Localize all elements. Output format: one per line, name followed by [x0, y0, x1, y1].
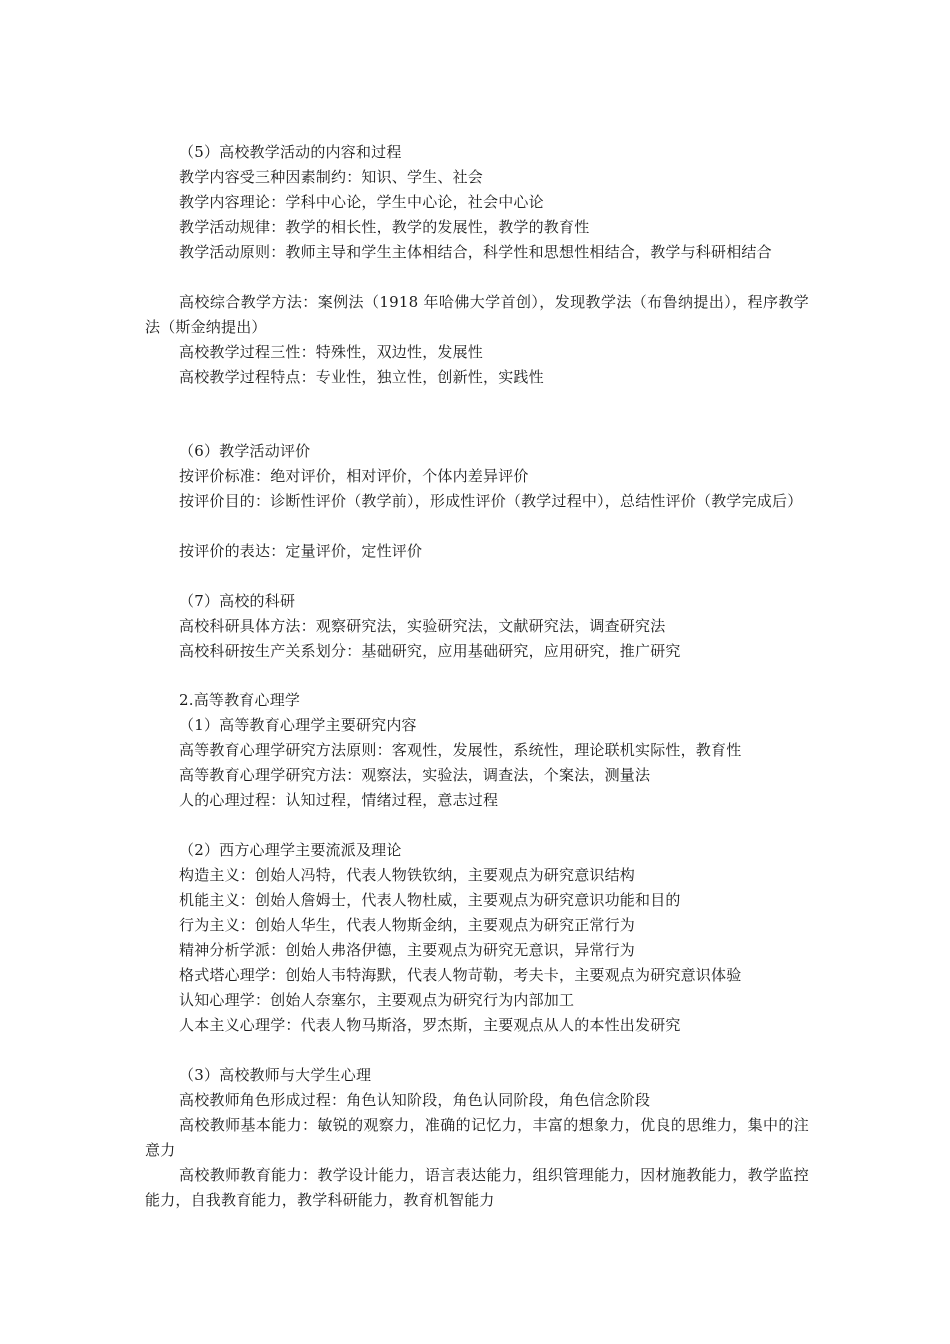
section-heading: （1）高等教育心理学主要研究内容 [179, 716, 417, 734]
paragraph: 人本主义心理学：代表人物马斯洛，罗杰斯，主要观点从人的本性出发研究 [179, 1016, 681, 1034]
paragraph: 认知心理学：创始人奈塞尔，主要观点为研究行为内部加工 [179, 991, 575, 1009]
paragraph: 高校教师基本能力：敏锐的观察力，准确的记忆力，丰富的想象力，优良的思维力，集中的注意力 [145, 1116, 809, 1159]
paragraph: 高校综合教学方法：案例法（1918 年哈佛大学首创），发现教学法（布鲁纳提出），程序教学法（斯金纳提出） [145, 293, 809, 336]
paragraph: 教学活动原则：教师主导和学生主体相结合，科学性和思想性相结合，教学与科研相结合 [179, 243, 772, 261]
section-heading: （2）西方心理学主要流派及理论 [179, 841, 402, 859]
paragraph: 格式塔心理学：创始人韦特海默，代表人物苛勒，考夫卡，主要观点为研究意识体验 [179, 966, 742, 984]
paragraph: 高校科研具体方法：观察研究法，实验研究法，文献研究法，调查研究法 [179, 617, 666, 635]
paragraph: 高等教育心理学研究方法：观察法，实验法，调查法，个案法，测量法 [179, 766, 651, 784]
paragraph: 高校教师角色形成过程：角色认知阶段，角色认同阶段，角色信念阶段 [179, 1091, 651, 1109]
paragraph: 行为主义：创始人华生，代表人物斯金纳，主要观点为研究正常行为 [179, 916, 636, 934]
paragraph: 按评价目的：诊断性评价（教学前），形成性评价（教学过程中），总结性评价（教学完成后） [179, 492, 803, 510]
chapter-heading: 2.高等教育心理学 [179, 691, 301, 709]
paragraph: 教学内容理论：学科中心论，学生中心论，社会中心论 [179, 193, 544, 211]
paragraph: 精神分析学派：创始人弗洛伊德，主要观点为研究无意识，异常行为 [179, 941, 636, 959]
section-heading: （3）高校教师与大学生心理 [179, 1066, 372, 1084]
section-heading: （5）高校教学活动的内容和过程 [179, 143, 402, 161]
paragraph: 人的心理过程：认知过程，情绪过程，意志过程 [179, 791, 499, 809]
paragraph: 按评价的表达：定量评价，定性评价 [179, 542, 423, 560]
section-heading: （6）教学活动评价 [179, 442, 311, 460]
paragraph: 机能主义：创始人詹姆士，代表人物杜威，主要观点为研究意识功能和目的 [179, 891, 681, 909]
paragraph: 按评价标准：绝对评价，相对评价，个体内差异评价 [179, 467, 529, 485]
paragraph: 高校科研按生产关系划分：基础研究，应用基础研究，应用研究，推广研究 [179, 642, 681, 660]
section-heading: （7）高校的科研 [179, 592, 296, 610]
paragraph: 高校教学过程特点：专业性，独立性，创新性，实践性 [179, 368, 544, 386]
paragraph: 教学活动规律：教学的相长性，教学的发展性，教学的教育性 [179, 218, 590, 236]
paragraph: 构造主义：创始人冯特，代表人物铁钦纳，主要观点为研究意识结构 [179, 866, 636, 884]
paragraph: 高等教育心理学研究方法原则：客观性，发展性，系统性，理论联机实际性，教育性 [179, 741, 742, 759]
paragraph: 高校教师教育能力：教学设计能力，语言表达能力，组织管理能力，因材施教能力，教学监控能力，自我教育能力，教学科研能力，教育机智能力 [145, 1166, 809, 1209]
paragraph: 教学内容受三种因素制约：知识、学生、社会 [179, 168, 484, 186]
paragraph: 高校教学过程三性：特殊性，双边性，发展性 [179, 343, 484, 361]
